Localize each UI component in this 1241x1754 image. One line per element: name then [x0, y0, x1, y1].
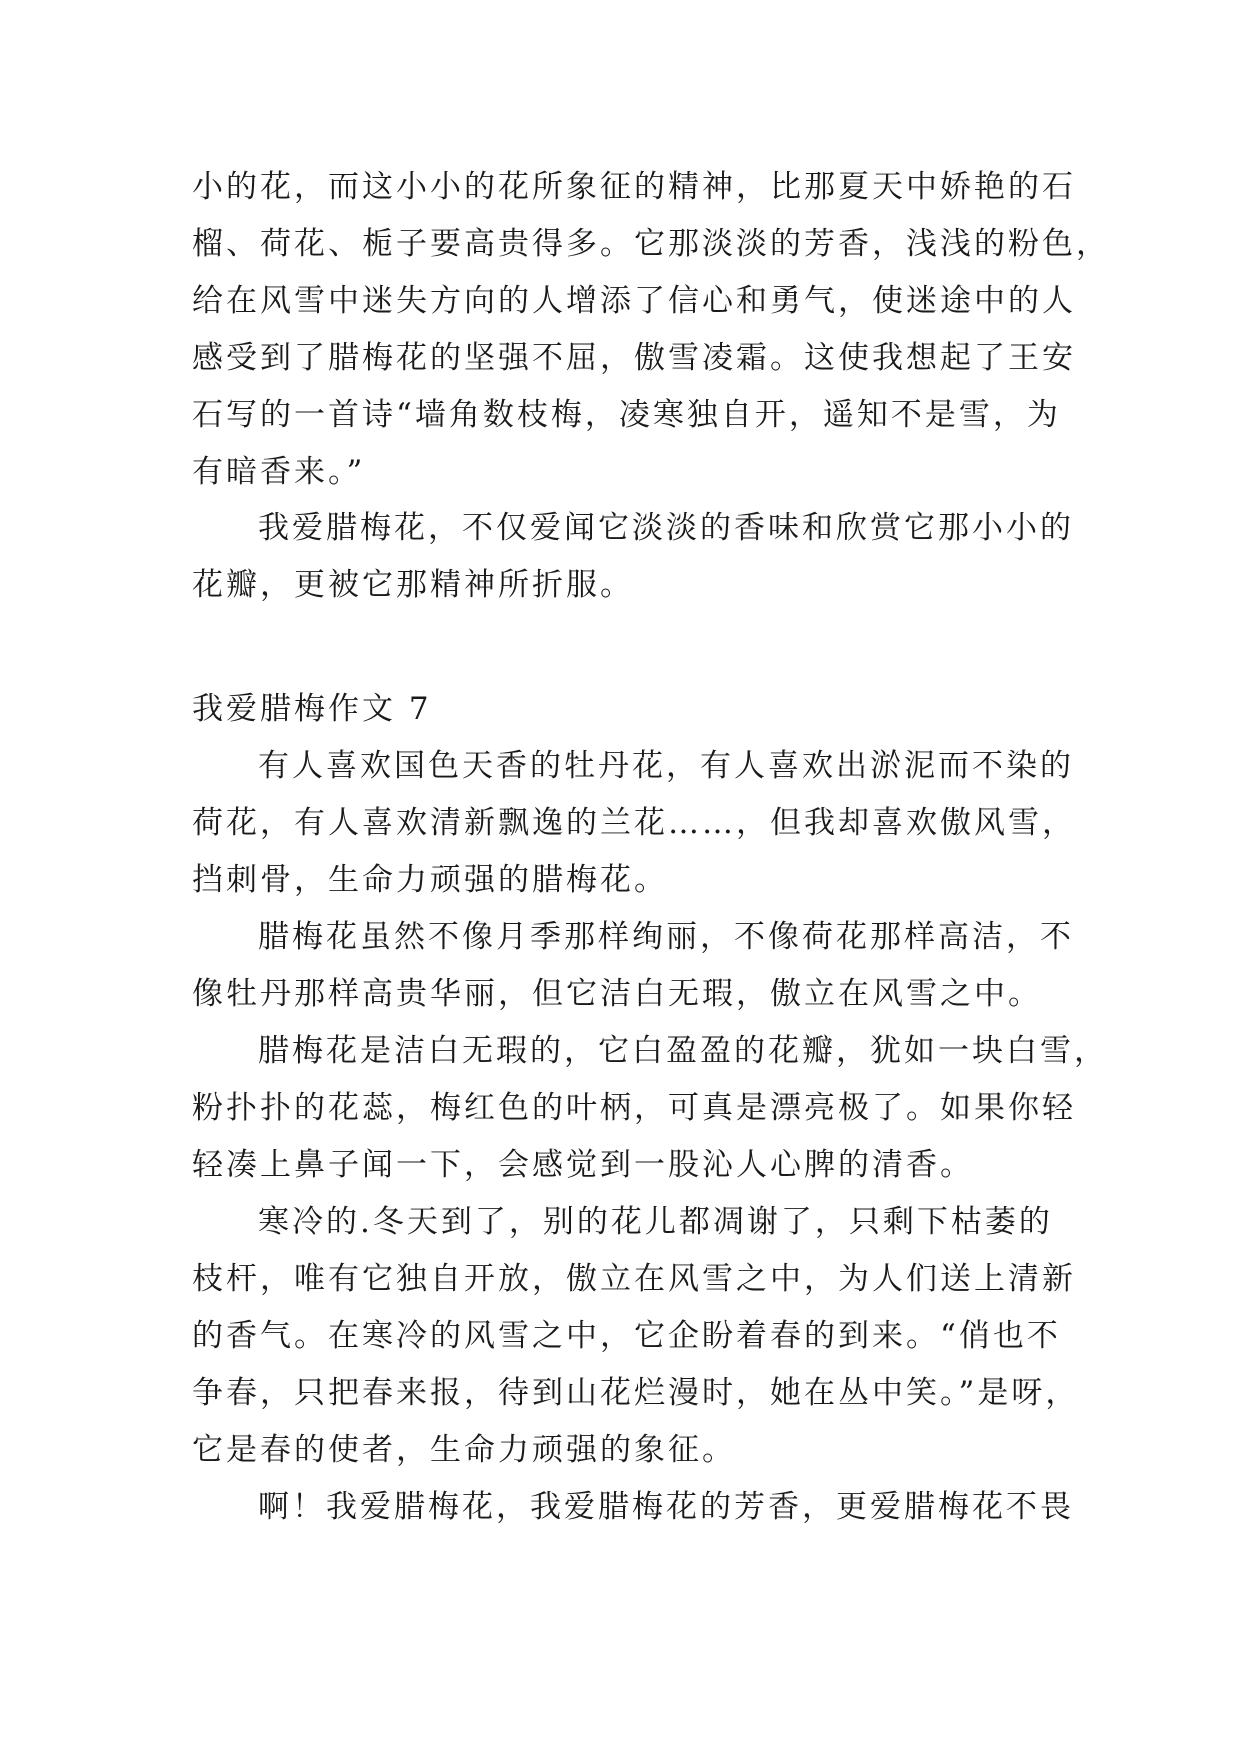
paragraph-line: 石写的一首诗“墙角数枝梅，凌寒独自开，遥知不是雪，为 — [192, 397, 1061, 433]
paragraph-line: 挡刺骨，生命力顽强的腊梅花。 — [192, 862, 668, 898]
paragraph-line: 腊梅花是洁白无瑕的，它白盈盈的花瓣，犹如一块白雪， — [258, 1033, 1108, 1069]
paragraph-line: 腊梅花虽然不像月季那样绚丽，不像荷花那样高洁，不 — [258, 919, 1074, 955]
paragraph-line: 粉扑扑的花蕊，梅红色的叶柄，可真是漂亮极了。如果你轻 — [192, 1090, 1076, 1126]
paragraph-line: 轻凑上鼻子闻一下，会感觉到一股沁人心脾的清香。 — [192, 1147, 974, 1183]
closing-paragraph — [192, 500, 1074, 614]
essay-body — [192, 738, 1108, 1536]
paragraph-line: 寒冷的.冬天到了，别的花儿都凋谢了，只剩下枯萎的 — [258, 1204, 1053, 1240]
paragraph-line: 枝杆，唯有它独自开放，傲立在风雪之中，为人们送上清新 — [192, 1261, 1076, 1297]
paragraph-line: 像牡丹那样高贵华丽，但它洁白无瑕，傲立在风雪之中。 — [192, 976, 1042, 1012]
paragraph-line: 榴、荷花、栀子要高贵得多。它那淡淡的芳香，浅浅的粉色， — [192, 226, 1110, 262]
paragraph-line: 感受到了腊梅花的坚强不屈，傲雪凌霜。这使我想起了王安 — [192, 340, 1076, 376]
paragraph-line: 给在风雪中迷失方向的人增添了信心和勇气，使迷途中的人 — [192, 283, 1076, 319]
paragraph-line: 小的花，而这小小的花所象征的精神，比那夏天中娇艳的石 — [192, 169, 1076, 205]
paragraph-line: 荷花，有人喜欢清新飘逸的兰花……，但我却喜欢傲风雪， — [192, 805, 1076, 841]
paragraph-line: 花瓣，更被它那精神所折服。 — [192, 567, 634, 603]
paragraph-line: 争春，只把春来报，待到山花烂漫时，她在丛中笑。”是呀， — [192, 1375, 1080, 1411]
section-title: 我爱腊梅作文 7 — [192, 691, 432, 727]
continuation-paragraph — [192, 159, 1110, 501]
paragraph-line: 它是春的使者，生命力顽强的象征。 — [192, 1432, 736, 1468]
paragraph-line: 有暗香来。” — [192, 454, 366, 490]
paragraph-line: 我爱腊梅花，不仅爱闻它淡淡的香味和欣赏它那小小的 — [258, 510, 1074, 546]
paragraph-line: 有人喜欢国色天香的牡丹花，有人喜欢出淤泥而不染的 — [258, 748, 1074, 784]
paragraph-line: 啊！我爱腊梅花，我爱腊梅花的芳香，更爱腊梅花不畏 — [258, 1489, 1074, 1525]
paragraph-line: 的香气。在寒冷的风雪之中，它企盼着春的到来。“俏也不 — [192, 1318, 1061, 1354]
